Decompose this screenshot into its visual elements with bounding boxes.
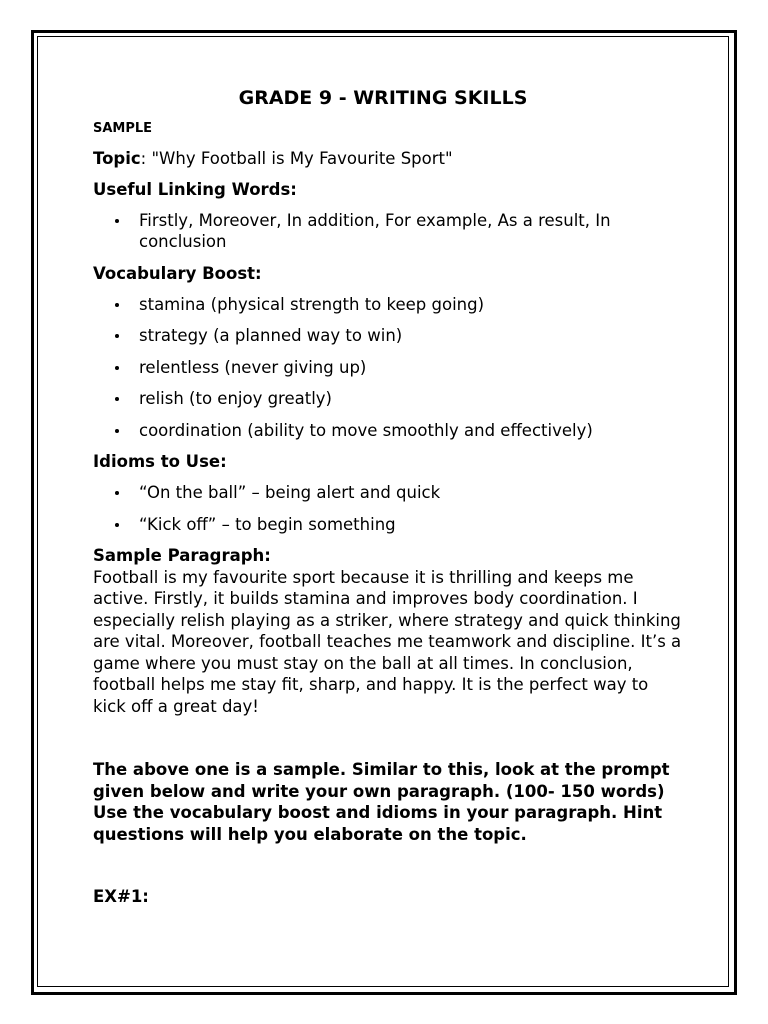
linking-words-list	[93, 210, 683, 252]
sample-paragraph-text: Football is my favourite sport because it is thrilling and keeps me active. Firstly, it builds stamina and improves body coordination. I especially relish playing as a striker, where strategy and quick thinking are vital. Moreover, football teaches me teamwork and discipline. It’s a game where you must stay on the ball at all times. In conclusion, football helps me stay fit, sharp, and happy. It is the perfect way to kick off a great day!	[93, 567, 682, 716]
bullet-icon	[115, 303, 119, 307]
bullet-icon	[115, 397, 119, 401]
list-item-text: relish (to enjoy greatly)	[139, 389, 332, 408]
vocabulary-heading: Vocabulary Boost:	[93, 263, 262, 283]
list-item	[93, 420, 683, 441]
vocabulary-list	[93, 294, 683, 441]
list-item-text: relentless (never giving up)	[139, 357, 367, 377]
list-item	[93, 482, 683, 503]
worksheet-content	[93, 86, 683, 908]
list-item-text: Firstly, Moreover, In addition, For example, As a result, In conclusion	[139, 211, 611, 251]
list-item	[93, 357, 683, 378]
instruction-text: The above one is a sample. Similar to this, look at the prompt given below and write your own paragraph. (100- 150 words) Use the vocabulary boost and idioms in your paragraph. Hint questions will help you elaborate on the topic.	[93, 760, 670, 844]
bullet-icon	[115, 491, 119, 495]
idioms-list	[93, 482, 683, 535]
list-item	[93, 514, 683, 535]
topic-label: Topic	[93, 149, 141, 168]
linking-words-heading: Useful Linking Words:	[93, 180, 297, 199]
bullet-icon	[115, 523, 119, 527]
list-item-text: stamina (physical strength to keep going)	[139, 294, 485, 314]
list-item	[93, 388, 683, 409]
idioms-heading: Idioms to Use:	[93, 452, 227, 471]
bullet-icon	[115, 334, 119, 338]
list-item	[93, 294, 683, 315]
topic-text: : "Why Football is My Favourite Sport"	[140, 149, 453, 168]
list-item	[93, 210, 683, 252]
bullet-icon	[115, 429, 119, 433]
list-item-text: “Kick off” – to begin something	[139, 514, 396, 534]
bullet-icon	[115, 366, 119, 370]
list-item	[93, 325, 683, 346]
sample-paragraph-heading: Sample Paragraph:	[93, 546, 271, 565]
bullet-icon	[115, 219, 119, 223]
list-item-text: strategy (a planned way to win)	[139, 326, 403, 345]
sample-label: SAMPLE	[93, 121, 153, 136]
page-title: GRADE 9 - WRITING SKILLS	[238, 87, 528, 109]
exercise-label: EX#1:	[93, 887, 149, 906]
list-item-text: coordination (ability to move smoothly and effectively)	[139, 420, 593, 440]
list-item-text: “On the ball” – being alert and quick	[139, 483, 441, 502]
topic-line	[93, 148, 683, 169]
